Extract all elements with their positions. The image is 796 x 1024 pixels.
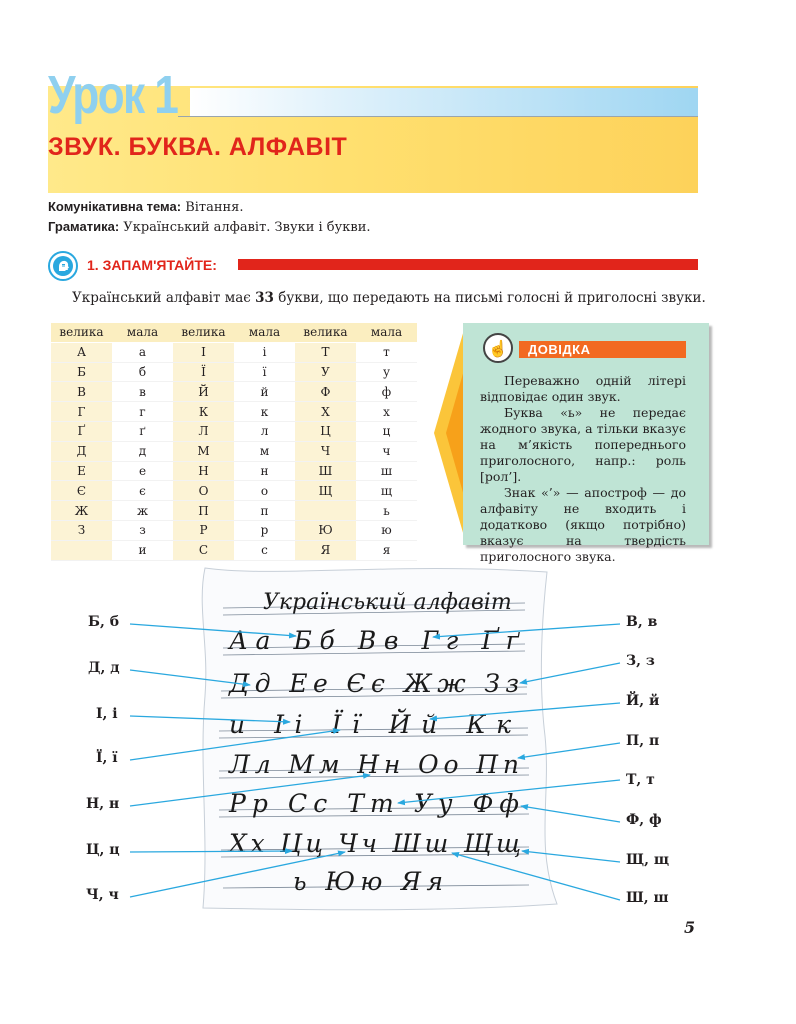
- letter-cell: ґ: [112, 422, 173, 442]
- letter-cell: Ш: [295, 462, 356, 482]
- page-number: 5: [684, 918, 696, 937]
- lesson-label: Урок 1: [48, 65, 178, 125]
- letter-cell: к: [234, 402, 295, 422]
- letter-cell: и: [112, 541, 173, 561]
- pointing-hand-icon: ☝: [483, 333, 513, 363]
- letter-cell: є: [112, 481, 173, 501]
- letter-cell: І: [173, 343, 234, 363]
- handwriting-line: Аа Бб Вв Гг Ґґ: [229, 626, 519, 655]
- letter-cell: Р: [173, 521, 234, 541]
- letter-cell: Ф: [295, 382, 356, 402]
- letter-cell: ч: [356, 442, 417, 462]
- letter-cell: р: [234, 521, 295, 541]
- letter-cell: Л: [173, 422, 234, 442]
- callout-right: В, в: [626, 614, 658, 630]
- letter-cell: щ: [356, 481, 417, 501]
- letter-cell: г: [112, 402, 173, 422]
- letter-cell: Ї: [173, 363, 234, 383]
- letter-cell: З: [51, 521, 112, 541]
- letter-cell: Х: [295, 402, 356, 422]
- letter-cell: ь: [356, 501, 417, 521]
- letter-cell: Ц: [295, 422, 356, 442]
- letter-cell: і: [234, 343, 295, 363]
- letter-cell: Д: [51, 442, 112, 462]
- topic-value: Вітання.: [185, 200, 244, 215]
- letter-cell: М: [173, 442, 234, 462]
- letter-cell: х: [356, 402, 417, 422]
- callout-left: Ч, ч: [86, 887, 119, 903]
- callout-right: Й, й: [626, 693, 660, 709]
- column-header: велика: [295, 323, 356, 343]
- letter-cell: м: [234, 442, 295, 462]
- letter-cell: ц: [356, 422, 417, 442]
- letter-cell: Н: [173, 462, 234, 482]
- letter-cell: д: [112, 442, 173, 462]
- column-header: мала: [234, 323, 295, 343]
- letter-cell: Б: [51, 363, 112, 383]
- letter-cell: т: [356, 343, 417, 363]
- callout-left: Ї, ї: [96, 750, 118, 766]
- callout-right: Щ, щ: [626, 852, 669, 868]
- handwriting-line: Дд Ее Єє Жж Зз: [229, 669, 519, 698]
- handwriting-line: и Іі Її Йй Кк: [229, 710, 511, 739]
- grammar-value: Український алфавіт. Звуки і букви.: [123, 220, 371, 235]
- letter-cell: н: [234, 462, 295, 482]
- letter-cell: Я: [295, 541, 356, 561]
- grammar-label: Граматика:: [48, 219, 120, 234]
- letter-cell: П: [173, 501, 234, 521]
- callout-right: Ш, ш: [626, 890, 669, 906]
- section-title: 1. ЗАПАМ'ЯТАЙТЕ:: [87, 257, 217, 273]
- callout-left: Б, б: [88, 614, 120, 630]
- handwriting-line: Лл Мм Нн Оо Пп: [229, 750, 519, 779]
- letter-cell: ш: [356, 462, 417, 482]
- letter-cell: А: [51, 343, 112, 363]
- intro-number: 33: [255, 290, 274, 306]
- reference-paragraph: Переважно одній літері відповідає один звук.: [480, 373, 686, 404]
- letter-cell: Щ: [295, 481, 356, 501]
- letter-cell: б: [112, 363, 173, 383]
- letter-cell: У: [295, 363, 356, 383]
- letter-cell: Ч: [295, 442, 356, 462]
- intro-after: букви, що передають на письмі голосні й приголосні звуки.: [273, 290, 706, 306]
- topic-label: Комунікативна тема:: [48, 199, 182, 214]
- callout-left: Н, н: [86, 796, 120, 812]
- letter-cell: ю: [356, 521, 417, 541]
- handwriting-line: ь Юю Яя: [293, 867, 443, 896]
- reference-paragraph: Буква «ь» не передає жодного звука, а тільки вказує на м’якість попереднього приголосного, напр.: роль [рол’].: [480, 405, 686, 484]
- column-header: велика: [51, 323, 112, 343]
- letter-cell: о: [234, 481, 295, 501]
- letter-cell: я: [356, 541, 417, 561]
- letter-cell: п: [234, 501, 295, 521]
- callout-right: Ф, ф: [626, 812, 662, 828]
- letter-cell: Ю: [295, 521, 356, 541]
- letter-cell: К: [173, 402, 234, 422]
- letter-cell: й: [234, 382, 295, 402]
- column-header: мала: [356, 323, 417, 343]
- column-header: велика: [173, 323, 234, 343]
- handwriting-line: Хх Цц Чч Шш Щщ: [229, 829, 521, 858]
- callout-right: Т, т: [626, 772, 655, 788]
- letter-cell: а: [112, 343, 173, 363]
- letter-cell: л: [234, 422, 295, 442]
- letter-cell: е: [112, 462, 173, 482]
- column-header: мала: [112, 323, 173, 343]
- letter-cell: ф: [356, 382, 417, 402]
- reference-paragraph: Знак «’» — апостроф — до алфавіту не входить і додатково (якщо потрібно) вказує на твердість приголосного звука.: [480, 485, 686, 564]
- callout-left: Д, д: [88, 660, 120, 676]
- letter-cell: Е: [51, 462, 112, 482]
- letter-cell: Є: [51, 481, 112, 501]
- letter-cell: Ґ: [51, 422, 112, 442]
- intro-before: Український алфавіт має: [72, 290, 256, 306]
- letter-cell: Т: [295, 343, 356, 363]
- letter-cell: в: [112, 382, 173, 402]
- letter-cell: з: [112, 521, 173, 541]
- letter-cell: ж: [112, 501, 173, 521]
- handwriting-title: Український алфавіт: [263, 590, 512, 615]
- letter-cell: с: [234, 541, 295, 561]
- handwriting-line: Рр Сс Тт Уу Фф: [229, 789, 519, 818]
- callout-left: Ц, ц: [86, 842, 120, 858]
- callout-left: І, і: [96, 706, 118, 722]
- lesson-title: ЗВУК. БУКВА. АЛФАВІТ: [48, 133, 348, 161]
- callout-right: З, з: [626, 653, 655, 669]
- callout-right: П, п: [626, 733, 660, 749]
- letter-cell: Г: [51, 402, 112, 422]
- letter-cell: Ж: [51, 501, 112, 521]
- letter-cell: О: [173, 481, 234, 501]
- letter-cell: Й: [173, 382, 234, 402]
- letter-cell: В: [51, 382, 112, 402]
- reference-title: ДОВІДКА: [528, 342, 591, 357]
- letter-cell: у: [356, 363, 417, 383]
- letter-cell: С: [173, 541, 234, 561]
- letter-cell: ї: [234, 363, 295, 383]
